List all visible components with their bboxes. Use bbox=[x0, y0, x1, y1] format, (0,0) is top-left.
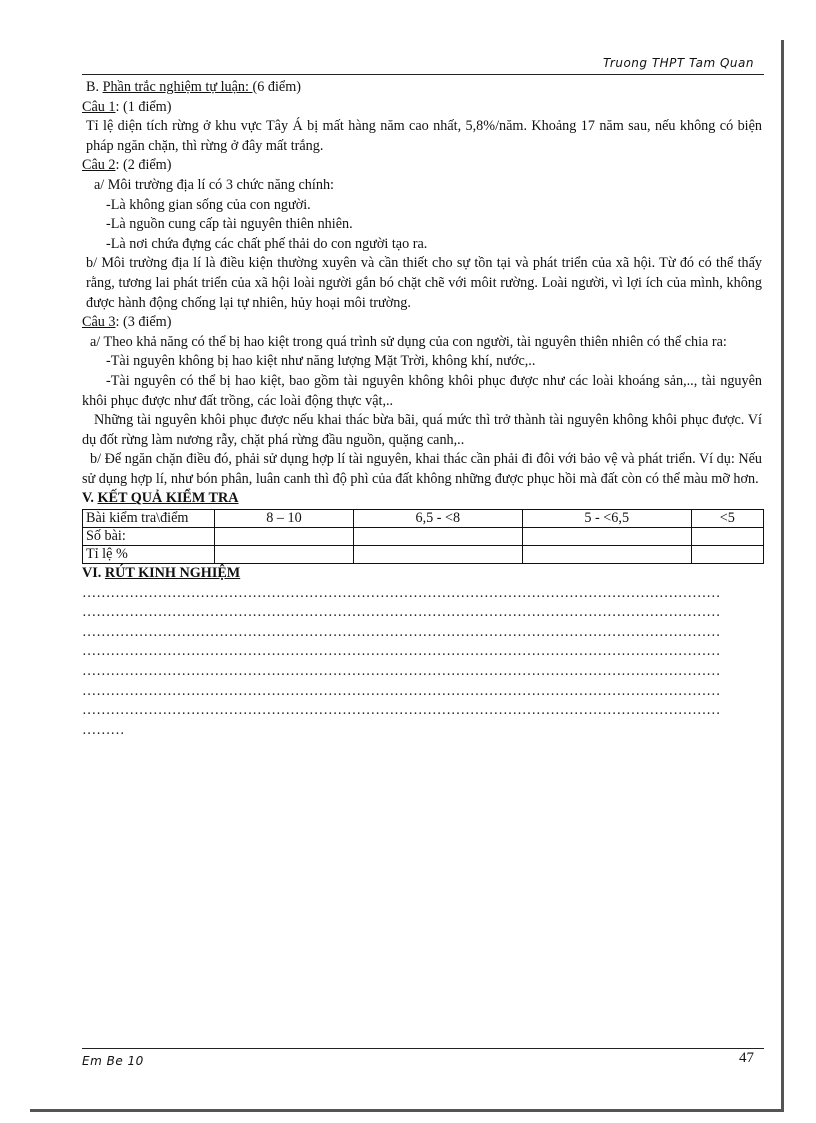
q3-a-intro: a/ Theo khả năng có thể bị hao kiệt trong quá trình sử dụng của con người, tài nguyên thiên nhiên có thể chia ra: bbox=[90, 333, 727, 350]
q3-heading: Câu 3: (3 điểm) bbox=[82, 314, 172, 331]
table-header-cell: 5 - <6,5 bbox=[522, 510, 691, 528]
q2-a-intro: a/ Môi trường địa lí có 3 chức năng chính: bbox=[94, 176, 334, 193]
table-cell[interactable] bbox=[353, 528, 522, 546]
table-cell[interactable] bbox=[522, 546, 691, 564]
q1-answer: Tỉ lệ diện tích rừng ở khu vực Tây Á bị mất hàng năm cao nhất, 5,8%/năm. Khoảng 17 năm sau, nếu không có biện pháp ngăn chặn, thì rừng ở đây mất trắng. bbox=[86, 118, 762, 154]
notes-dot-line: ……………………………………………………………………………………………………………………… bbox=[82, 702, 721, 719]
q3-b-answer: b/ Để ngăn chặn điều đó, phải sử dụng hợp lí tài nguyên, khai thác cần phải đi đôi với bảo vệ và phát triển. Ví dụ: Nếu sử dụng hợp lí, như bón phân, luân canh thì độ phì của đất không những được phục hồi mà đất còn có thể màu mỡ hơn. bbox=[82, 451, 762, 487]
section-vi-title: RÚT KINH NGHIỆM bbox=[104, 565, 241, 582]
section-v-heading: V. KẾT QUẢ KIỂM TRA bbox=[82, 490, 239, 507]
notes-dot-line: ……… bbox=[82, 721, 125, 738]
table-cell[interactable] bbox=[353, 546, 522, 564]
q3-label: Câu 3 bbox=[82, 314, 116, 331]
section-v-title: KẾT QUẢ KIỂM TRA bbox=[97, 490, 239, 507]
footer-label: Em Be 10 bbox=[82, 1054, 144, 1068]
list-item: -Tài nguyên không bị hao kiệt như năng lượng Mặt Trời, không khí, nước,.. bbox=[106, 353, 536, 370]
table-header-cell: <5 bbox=[691, 510, 763, 528]
page-shadow-right bbox=[781, 40, 784, 1112]
section-b-heading: B. Phần trắc nghiệm tự luận: (6 điểm) bbox=[86, 79, 301, 95]
q3-a-note: Những tài nguyên khôi phục được nếu khai thác bừa bãi, quá mức thì trở thành tài nguyên không khôi phục được. Ví dụ đốt rừng làm nương rẫy, chặt phá rừng đầu nguồn, quặng canh,.. bbox=[82, 412, 762, 448]
document-body bbox=[82, 78, 762, 740]
header-rule bbox=[82, 74, 764, 75]
table-header-cell: Bài kiểm tra\điểm bbox=[83, 510, 215, 528]
page-shadow-bottom bbox=[30, 1109, 784, 1112]
notes-dot-line: ……………………………………………………………………………………………………………………… bbox=[82, 623, 721, 640]
q2-b-answer: b/ Môi trường địa lí là điều kiện thường xuyên và cần thiết cho sự tồn tại và phát triển của xã hội. Từ đó có thể thấy rằng, tương lai phát triển của xã hội loài người gắn bó chặt chẽ với môit rường. Loài người, vì lợi ích của mình, không được hành động chống lại tự nhiên, hủy hoại môi trường. bbox=[86, 255, 762, 311]
result-table bbox=[82, 509, 764, 564]
table-cell: Tỉ lệ % bbox=[83, 546, 215, 564]
page-header: Truong THPT Tam Quan bbox=[603, 56, 754, 70]
table-cell[interactable] bbox=[522, 528, 691, 546]
notes-dot-line: ……………………………………………………………………………………………………………………… bbox=[82, 604, 721, 621]
table-cell[interactable] bbox=[691, 528, 763, 546]
footer-rule bbox=[82, 1048, 764, 1049]
table-header-row bbox=[83, 510, 764, 528]
q2-label: Câu 2 bbox=[82, 157, 116, 174]
section-vi-heading: VI. RÚT KINH NGHIỆM bbox=[82, 565, 241, 582]
list-item: -Tài nguyên có thể bị hao kiệt, bao gồm tài nguyên không khôi phục được như các loài khoáng sản,.., tài nguyên khôi phục được như đất trồng, các loài động thực vật,.. bbox=[82, 372, 762, 409]
section-b-title: Phần trắc nghiệm tự luận: bbox=[102, 79, 253, 95]
q1-heading: Câu 1: (1 điểm) bbox=[82, 98, 172, 115]
notes-dot-line: ……………………………………………………………………………………………………………………… bbox=[82, 663, 721, 680]
notes-dot-line: ……………………………………………………………………………………………………………………… bbox=[82, 584, 721, 601]
notes-dot-line: ……………………………………………………………………………………………………………………… bbox=[82, 643, 721, 660]
table-header-cell: 6,5 - <8 bbox=[353, 510, 522, 528]
list-item: -Là nguồn cung cấp tài nguyên thiên nhiên. bbox=[106, 216, 353, 233]
table-cell[interactable] bbox=[691, 546, 763, 564]
list-item: -Là nơi chứa đựng các chất phế thải do con người tạo ra. bbox=[106, 235, 428, 252]
table-cell[interactable] bbox=[215, 528, 354, 546]
table-header-cell: 8 – 10 bbox=[215, 510, 354, 528]
table-cell[interactable] bbox=[215, 546, 354, 564]
page-number: 47 bbox=[739, 1050, 754, 1066]
table-row bbox=[83, 528, 764, 546]
notes-dot-line: ……………………………………………………………………………………………………………………… bbox=[82, 682, 721, 699]
table-cell: Số bài: bbox=[83, 528, 215, 546]
table-row bbox=[83, 546, 764, 564]
q1-label: Câu 1 bbox=[82, 98, 116, 115]
q2-heading: Câu 2: (2 điểm) bbox=[82, 157, 172, 174]
list-item: -Là không gian sống của con người. bbox=[106, 196, 311, 213]
